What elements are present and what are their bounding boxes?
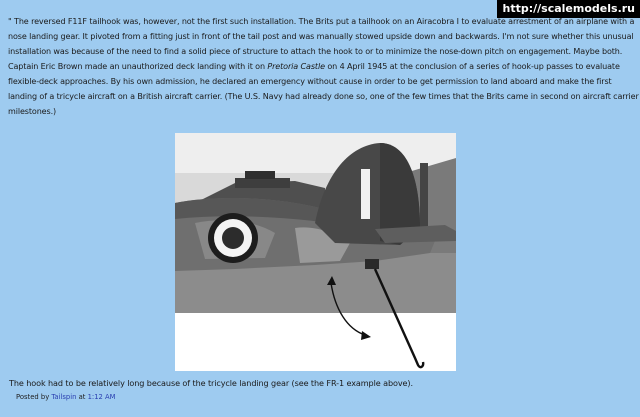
posted-by-label: Posted by (16, 393, 50, 401)
post-paragraph (8, 14, 640, 119)
watermark: http://scalemodels.ru (497, 0, 640, 18)
image-caption: The hook had to be relatively long because of the tricycle landing gear (see the FR-1 example above). (9, 378, 413, 388)
ship-name: Pretoria Castle (267, 62, 325, 71)
post-text-lead: " The reversed F11F tailhook was, however, not the first such installation. The Brits put a tailhook on an Airacobra I to evaluate arrestment of an airplane with a nose landing gear. It pivoted from a fitting just in front of the tail post and was manually stowed upside down and backwards. I'm not sure whether this unusual installation was because of the need to find a solid piece of structure to attach the hook to or to minimize the nose-down pitch on engagement. Maybe both. Captain Eric Brown made an unauthorized deck landing with it on (8, 17, 635, 71)
at-label: at (78, 393, 86, 401)
post-body (8, 14, 640, 119)
airacobra-tailhook-image (175, 133, 456, 371)
timestamp-link[interactable]: 1:12 AM (87, 393, 116, 401)
airacobra-photo (175, 133, 456, 371)
author-link[interactable]: Tailspin (51, 393, 77, 401)
post-text-tail: on 4 April 1945 at the conclusion of a series of hook-up passes to evaluate flexible-deck approaches. By his own admission, he declared an emergency without cause in order to be get permission to land aboard and make the first landing of a tricycle aircraft on a British aircraft carrier. (The U.S. Navy had already done so, one of the few times that the Brits came in second on aircraft carrier milestones.) (8, 62, 639, 116)
post-footer (16, 393, 116, 401)
